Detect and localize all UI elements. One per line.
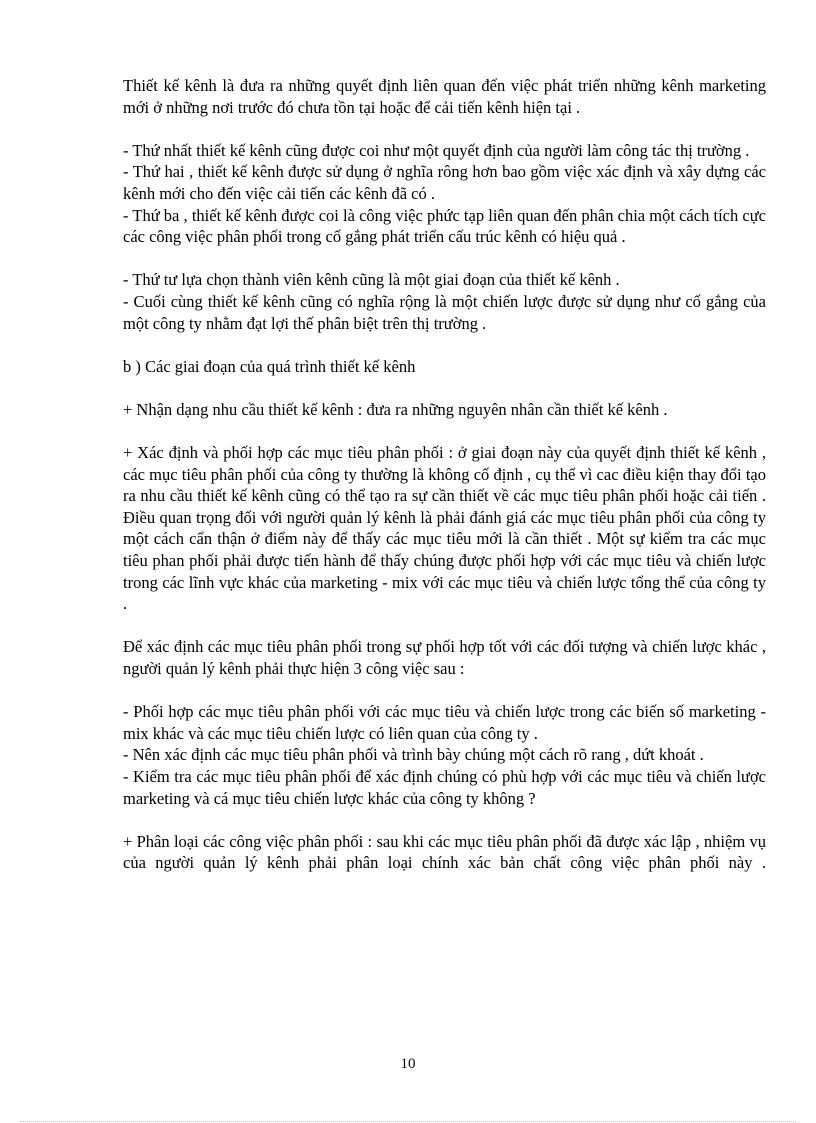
list-item-first: - Thứ nhất thiết kế kênh cũng được coi như một quyết định của người làm công tác thị trường . bbox=[123, 140, 750, 160]
stage-classify-tasks: + Phân loại các công việc phân phối : sau khi các mục tiêu phân phối đã được xác lập , nhiệm vụ của người quản lý kênh phải phân loại chính xác bản chất công việc phân phối này . bbox=[123, 831, 766, 873]
list-item-fourth: - Thứ tư lựa chọn thành viên kênh cũng là một giai đoạn của thiết kế kênh . bbox=[123, 270, 620, 290]
footer-divider bbox=[20, 1121, 796, 1122]
list-item-third: - Thứ ba , thiết kế kênh được coi là công việc phức tạp liên quan đến phân chia một cách tích cực các công việc phân phối trong cố gắng phát triển cấu trúc kênh có hiệu quả . bbox=[123, 205, 766, 247]
section-heading: b ) Các giai đoạn của quá trình thiết kế kênh bbox=[123, 356, 416, 376]
stage-identify-need: + Nhận dạng nhu cầu thiết kế kênh : đưa ra những nguyên nhân cần thiết kế kênh . bbox=[123, 399, 668, 419]
stage-define-objectives: + Xác định và phối hợp các mục tiêu phân phối : ở giai đoạn này của quyết định thiết kế kênh , các mục tiêu phân phối của công ty thường là không cố định , cụ thể vì cac điều kiện thay đổi tạo ra nhu cầu thiết kế kênh cũng có thể tạo ra sự cần thiết về các mục tiêu phân phối hoặc cải tiến . Điều quan trọng đối với người quản lý kênh là phải đánh giá các mục tiêu phân phối của công ty một cách cẩn thận ở điểm này để thấy các mục tiêu mới là cần thiết . Một sự kiểm tra các mục tiêu phan phối phải được tiến hành để thấy chúng được phối hợp với các mục tiêu và chiến lược trong các lĩnh vực khác của marketing - mix với các mục tiêu và chiến lược tổng thể của công ty . bbox=[123, 443, 766, 614]
page-number: 10 bbox=[400, 1056, 416, 1072]
task-coordinate: - Phối hợp các mục tiêu phân phối với các mục tiêu và chiến lược trong các biến số marketing - mix khác và các mục tiêu chiến lược có liên quan của công ty . bbox=[123, 702, 766, 743]
objectives-intro: Để xác định các mục tiêu phân phối trong sự phối hợp tốt với các đối tượng và chiến lược khác , người quản lý kênh phải thực hiện 3 công việc sau : bbox=[123, 637, 766, 679]
document-body bbox=[123, 75, 766, 874]
list-item-last: - Cuối cùng thiết kế kênh cũng có nghĩa rộng là một chiến lược được sử dụng như cố gắng của một công ty nhằm đạt lợi thế phân biệt trên thị trường . bbox=[123, 291, 766, 333]
list-item-second: - Thứ hai , thiết kế kênh được sử dụng ở nghĩa rông hơn bao gồm việc xác định và xây dựng các kênh mới cho đến việc cải tiến các kênh đã có . bbox=[123, 162, 766, 203]
task-check: - Kiểm tra các mục tiêu phân phối để xác định chúng có phù hợp với các mục tiêu và chiến lược marketing và cá mục tiêu chiến lược khác của công ty không ? bbox=[123, 767, 766, 808]
task-define: - Nên xác định các mục tiêu phân phối và trình bày chúng một cách rõ rang , dứt khoát . bbox=[123, 745, 704, 765]
intro-paragraph: Thiết kế kênh là đưa ra những quyết định liên quan đến việc phát triển những kênh marketing mới ở những nơi trước đó chưa tồn tại hoặc để cải tiến kênh hiện tại . bbox=[123, 76, 766, 117]
